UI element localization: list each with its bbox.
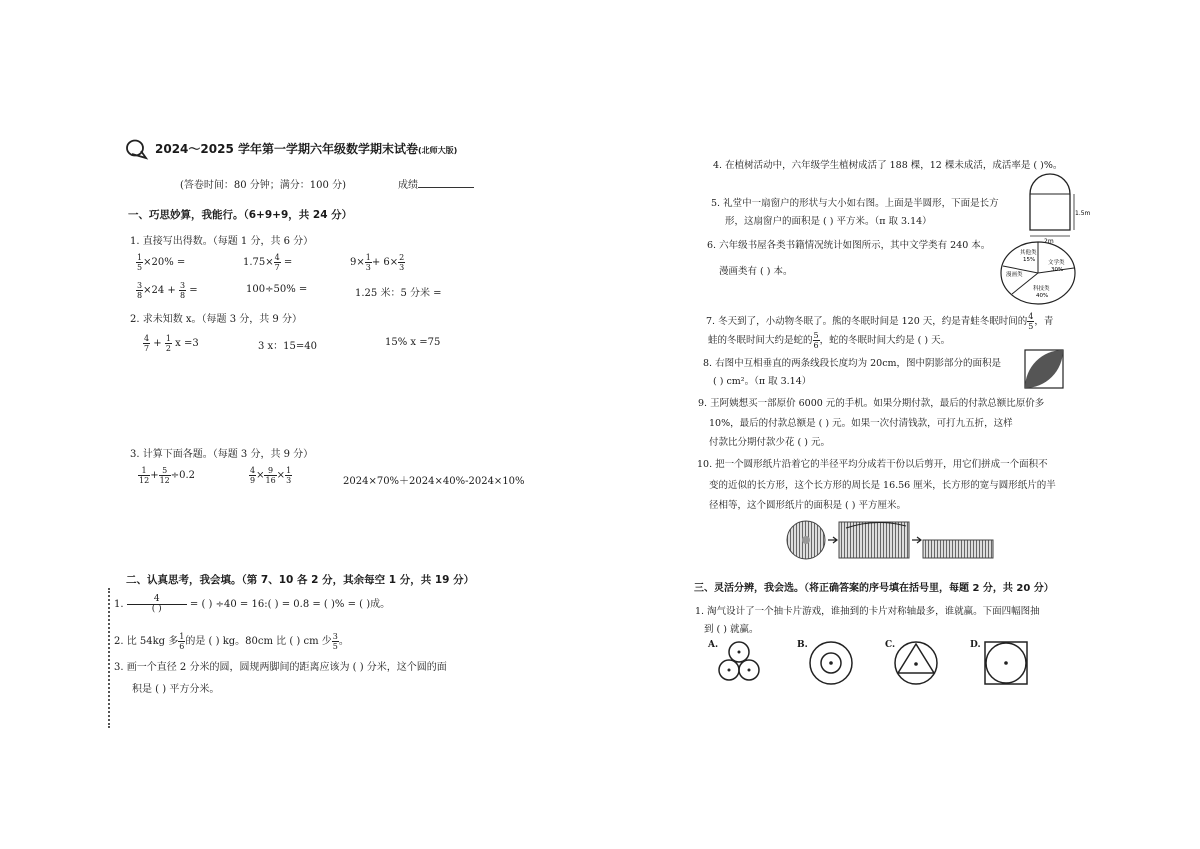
expression-3: 2024×70%＋2024×40%-2024×10% xyxy=(343,476,525,487)
s1q1-heading: 1. 直接写出得数。（每题 1 分，共 6 分） xyxy=(130,236,314,247)
book-pie-chart xyxy=(998,240,1078,306)
fraction: $\frac{5}{12}$ xyxy=(159,466,170,485)
s3-q1-line2: 到 ( ) 就赢。 xyxy=(704,624,759,635)
s2-q6-line1: 6. 六年级书屋各类书籍情况统计如图所示，其中文学类有 240 本。 xyxy=(707,240,991,251)
equation-2: 3 x：15=40 xyxy=(258,341,318,352)
section1-heading: 一、巧思妙算，我能行。（6+9+9，共 24 分） xyxy=(128,209,353,221)
option-a-three-circles-icon xyxy=(716,640,762,684)
fraction: $\frac{3}{5}$ xyxy=(332,632,338,651)
s2-q5-line2: 形，这扇窗户的面积是 ( ) 平方米。（π 取 3.14） xyxy=(725,216,932,227)
expression-2: $\frac{4}{9}$ × $\frac{9}{16}$ × $\frac{1}{3}$ xyxy=(250,466,292,485)
fraction: $\frac{5}{6}$ xyxy=(813,331,819,350)
fraction: $\frac{1}{3}$ xyxy=(286,466,292,485)
option-a-label: A. xyxy=(708,640,719,650)
exam-title-text: 2024～2025 学年第一学期六年级数学期末试卷 xyxy=(155,142,418,156)
calc-item-1: $\frac{1}{5}$ ×20% = xyxy=(137,253,186,272)
s2-q10-line2: 变的近似的长方形，这个长方形的周长是 16.56 厘米，长方形的宽与圆形纸片的半 xyxy=(709,480,1056,491)
pie-value-other: 15% xyxy=(1023,257,1036,263)
circle-to-rectangle-figure xyxy=(786,518,996,562)
option-c-triangle-in-circle-icon xyxy=(893,640,939,686)
fraction: $\frac{4}{7}$ xyxy=(144,334,150,353)
pie-label-other: 其他类 xyxy=(1020,250,1037,256)
fraction: $\frac{3}{8}$ xyxy=(137,281,143,300)
option-d-circle-in-square-icon xyxy=(983,640,1029,686)
option-b-concentric-circles-icon xyxy=(808,640,854,686)
fraction: $\frac{1}{12}$ xyxy=(139,466,150,485)
fraction: $\frac{4}{7}$ xyxy=(274,253,280,272)
s2-q3-line1: 3. 画一个直径 2 分米的圆，圆规两脚间的距离应该为 ( ) 分米，这个圆的面 xyxy=(114,662,447,673)
equation-1: $\frac{4}{7}$ + $\frac{1}{2}$ x =3 xyxy=(144,334,199,353)
pie-label-literature: 文学类 xyxy=(1048,260,1065,266)
fraction: $\frac{1}{6}$ xyxy=(179,632,185,651)
s2-q3-line2: 积是 ( ) 平方分米。 xyxy=(132,684,220,695)
s1q2-heading: 2. 求未知数 x。（每题 3 分，共 9 分） xyxy=(130,314,302,325)
score-label: 成绩 xyxy=(398,180,418,191)
fraction: $\frac{3}{8}$ xyxy=(179,281,186,300)
shaded-leaf-figure xyxy=(1024,349,1064,389)
option-b-label: B. xyxy=(797,640,808,650)
s2-q10-line3: 径相等，这个圆形纸片的面积是 ( ) 平方厘米。 xyxy=(709,500,906,511)
window-figure xyxy=(1024,172,1091,245)
window-width-label: 2m xyxy=(1044,238,1054,245)
fraction: $\frac{4}{9}$ xyxy=(250,466,256,485)
s2-q1: 1. $\frac{4}{( )}$ = ( ) ÷40 = 16:( ) = 0.8 = ( )% = ( )成。 xyxy=(114,594,391,614)
option-d-label: D. xyxy=(970,640,981,650)
s2-q8-line2: ( ) cm²。（π 取 3.14） xyxy=(713,376,812,387)
exam-edition: (北师大版) xyxy=(417,146,458,155)
pie-value-literature: 30% xyxy=(1051,267,1064,273)
fraction: $\frac{1}{5}$ xyxy=(137,253,143,272)
window-height-label: 1.5m xyxy=(1075,210,1091,217)
option-c-label: C. xyxy=(885,640,896,650)
s2-q5-line1: 5. 礼堂中一扇窗户的形状与大小如右图。上面是半圆形，下面是长方 xyxy=(711,198,999,209)
fraction: $\frac{4}{5}$ xyxy=(1028,312,1034,331)
pie-label-science: 科技类 xyxy=(1033,286,1050,292)
fraction: $\frac{9}{16}$ xyxy=(265,466,276,485)
s2-q9-line1: 9. 王阿姨想买一部原价 6000 元的手机。如果分期付款，最后的付款总额比原价多 xyxy=(698,398,1045,409)
s3-q1-line1: 1. 淘气设计了一个抽卡片游戏，谁抽到的卡片对称轴最多，谁就赢。下面四幅图抽 xyxy=(695,606,1040,617)
calc-item-4: $\frac{3}{8}$ ×24 + $\frac{3}{8}$ = xyxy=(137,281,198,300)
s2-q8-line1: 8. 右图中互相垂直的两条线段长度均为 20cm，图中阴影部分的面积是 xyxy=(703,358,1002,369)
section3-heading: 三、灵活分辨，我会选。（将正确答案的序号填在括号里，每题 2 分，共 20 分） xyxy=(694,583,1054,594)
s2-q2: 2. 比 54kg 多 $\frac{1}{6}$ 的是 ( ) kg。80cm 比 ( ) cm 少 $\frac{3}{5}$ 。 xyxy=(114,632,349,651)
score-field[interactable] xyxy=(398,176,474,191)
calc-item-6: 1.25 米：5 分米 = xyxy=(355,288,442,299)
s2-q9-line2: 10%，最后的付款总额是 ( ) 元。如果一次付清钱款，可打九五折，这样 xyxy=(709,418,1013,429)
s2-q7-line2: 蛙的冬眠时间大约是蛇的 $\frac{5}{6}$ ，蛇的冬眠时间大约是 ( ) 天。 xyxy=(708,331,951,350)
binding-margin xyxy=(108,588,110,728)
fraction: $\frac{1}{2}$ xyxy=(165,334,171,353)
score-blank[interactable] xyxy=(418,177,474,188)
equation-3: 15% x =75 xyxy=(385,337,441,348)
s1q3-heading: 3. 计算下面各题。（每题 3 分，共 9 分） xyxy=(130,449,314,460)
s2-q9-line3: 付款比分期付款少花 ( ) 元。 xyxy=(709,437,830,448)
time-info: (答卷时间：80 分钟；满分：100 分) xyxy=(180,180,346,191)
pie-value-science: 40% xyxy=(1036,293,1049,299)
s2-q6-line2: 漫画类有 ( ) 本。 xyxy=(719,266,793,277)
pie-label-comic: 漫画类 xyxy=(1006,272,1023,278)
s2-q10-line1: 10. 把一个圆形纸片沿着它的半径平均分成若干份以后剪开，用它们拼成一个面积不 xyxy=(697,459,1048,470)
expression-1: $\frac{1}{12}$ + $\frac{5}{12}$ ÷0.2 xyxy=(139,466,196,485)
s2-q4: 4. 在植树活动中，六年级学生植树成活了 188 棵，12 棵未成活，成活率是 ( )%。 xyxy=(713,160,1063,171)
exam-title xyxy=(155,140,457,157)
fraction: $\frac{1}{3}$ xyxy=(365,253,371,272)
calc-item-2: 1.75× $\frac{4}{7}$ = xyxy=(243,253,293,272)
fraction: $\frac{2}{3}$ xyxy=(399,253,405,272)
section2-heading: 二、认真思考，我会填。（第 7、10 各 2 分，其余每空 1 分，共 19 分） xyxy=(126,574,475,586)
fraction: $\frac{4}{( )}$ xyxy=(127,595,187,614)
logo-icon xyxy=(124,138,150,160)
s2-q7-line1: 7. 冬天到了，小动物冬眠了。熊的冬眠时间是 120 天，约是青蛙冬眠时间的 $\frac{4}{5}$ ，青 xyxy=(706,312,1054,331)
calc-item-5: 100÷50% = xyxy=(246,284,308,295)
calc-item-3: 9× $\frac{1}{3}$ + 6× $\frac{2}{3}$ xyxy=(350,253,405,272)
